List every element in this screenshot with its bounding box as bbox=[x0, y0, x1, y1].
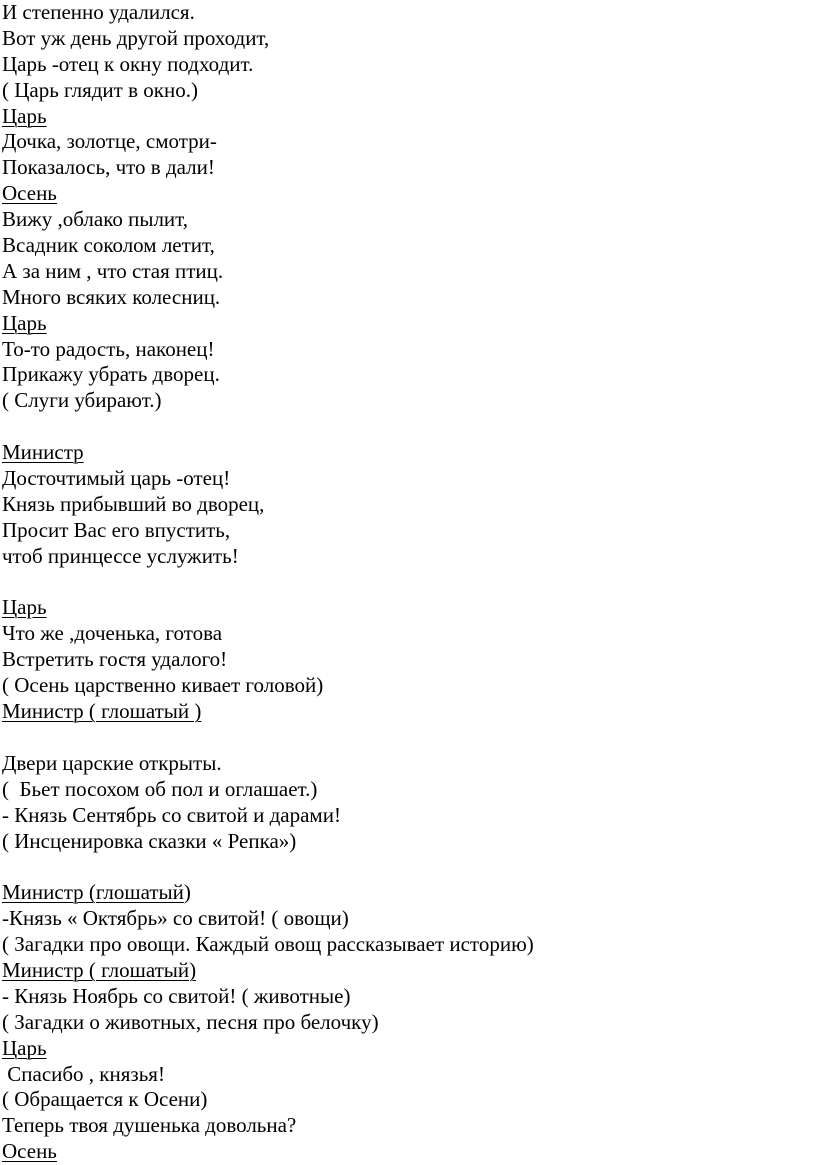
script-line: ( Бьет посохом об пол и оглашает.) bbox=[2, 776, 318, 801]
speaker-heading bbox=[2, 958, 816, 984]
blank-line bbox=[2, 725, 816, 751]
speaker-heading bbox=[2, 181, 816, 207]
speaker-name: Царь bbox=[2, 103, 47, 128]
script-line: ( Царь глядит в окно.) bbox=[2, 77, 198, 102]
script-line: ( Осень царственно кивает головой) bbox=[2, 673, 324, 698]
script-line: Вот уж день другой проходит, bbox=[2, 25, 270, 50]
script-line: ( Загадки про овощи. Каждый овощ рассказывает историю) bbox=[2, 932, 534, 957]
script-line: Встретить гостя удалого! bbox=[2, 647, 228, 672]
script-line: Царь -отец к окну подходит. bbox=[2, 51, 254, 76]
script-line: Что же ,доченька, готова bbox=[2, 621, 223, 646]
speaker-name: Осень bbox=[2, 181, 57, 206]
script-line: - Князь Сентябрь со свитой и дарами! bbox=[2, 802, 341, 827]
speaker-name: Царь bbox=[2, 595, 47, 620]
script-line: -Князь « Октябрь» со свитой! ( овощи) bbox=[2, 906, 349, 931]
script-line: ( Обращается к Осени) bbox=[2, 1087, 208, 1112]
speaker-name: Осень bbox=[2, 1139, 57, 1164]
script-line: Просит Вас его впустить, bbox=[2, 517, 231, 542]
script-line: Всадник соколом летит, bbox=[2, 233, 215, 258]
script-line: Вижу ,облако пылит, bbox=[2, 207, 189, 232]
script-line: чтоб принцессе услужить! bbox=[2, 543, 239, 568]
speaker-heading bbox=[2, 311, 816, 337]
speaker-heading bbox=[2, 104, 816, 130]
script-line: И степенно удалился. bbox=[2, 0, 195, 24]
speaker-name: Министр ( глошатый) bbox=[2, 957, 197, 982]
script-line: Спасибо , князья! bbox=[2, 1061, 165, 1086]
speaker-name: Министр (глошатый bbox=[2, 880, 184, 905]
speaker-name: Царь bbox=[2, 1035, 47, 1060]
script-line: Князь прибывший во дворец, bbox=[2, 491, 265, 516]
script-line: Дочка, золотце, смотри- bbox=[2, 129, 217, 154]
speaker-heading bbox=[2, 1139, 816, 1165]
script-line: ( Загадки о животных, песня про белочку) bbox=[2, 1009, 379, 1034]
speaker-heading bbox=[2, 440, 816, 466]
script-line: Двери царские открыты. bbox=[2, 750, 222, 775]
blank-line bbox=[2, 854, 816, 880]
script-line: Показалось, что в дали! bbox=[2, 155, 215, 180]
blank-line bbox=[2, 414, 816, 440]
script-line: То-то радость, наконец! bbox=[2, 336, 215, 361]
script-line: Досточтимый царь -отец! bbox=[2, 466, 231, 491]
script-line: А за ним , что стая птиц. bbox=[2, 258, 224, 283]
speaker-name-tail: ) bbox=[183, 880, 191, 905]
script-text bbox=[2, 0, 816, 1165]
speaker-name: Царь bbox=[2, 310, 47, 335]
script-line: ( Слуги убирают.) bbox=[2, 388, 162, 413]
script-line: - Князь Ноябрь со свитой! ( животные) bbox=[2, 983, 351, 1008]
script-line: Теперь твоя душенька довольна? bbox=[2, 1113, 297, 1138]
speaker-heading bbox=[2, 595, 816, 621]
speaker-heading bbox=[2, 880, 816, 906]
script-line: ( Инсценировка сказки « Репка») bbox=[2, 828, 297, 853]
speaker-name: Министр bbox=[2, 440, 84, 465]
script-line: Прикажу убрать дворец. bbox=[2, 362, 220, 387]
blank-line bbox=[2, 570, 816, 596]
speaker-name: Министр ( глошатый ) bbox=[2, 699, 202, 724]
script-line: Много всяких колесниц. bbox=[2, 284, 221, 309]
speaker-heading bbox=[2, 699, 816, 725]
speaker-heading bbox=[2, 1036, 816, 1062]
